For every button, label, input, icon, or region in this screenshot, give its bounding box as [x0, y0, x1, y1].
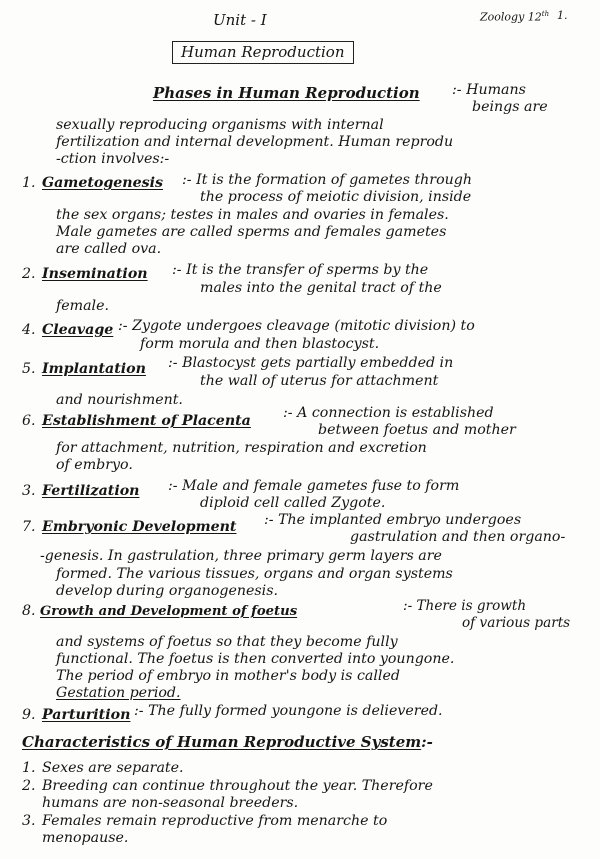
unit-label: Unit - I	[213, 11, 267, 29]
page-title: Human Reproduction	[172, 41, 354, 64]
item-9-term: Parturition	[42, 707, 131, 723]
characteristics-heading: Characteristics of Human Reproductive System	[22, 733, 422, 751]
item-7-line-5: develop during organogenesis.	[56, 583, 278, 599]
item-6-number: 6.	[22, 413, 36, 429]
item-6-line-4: of embryo.	[56, 457, 133, 473]
item-7-term: Embryonic Development	[42, 519, 237, 535]
item-1-line-1: :- It is the formation of gametes through	[182, 172, 472, 188]
item-8-term: Growth and Development of foetus	[40, 604, 298, 619]
item-4-number: 4.	[22, 322, 36, 338]
item-2-line-2: males into the genital tract of the	[200, 280, 442, 296]
item-8-line-2: of various parts	[462, 615, 571, 631]
char-2-line-2: humans are non-seasonal breeders.	[42, 795, 299, 811]
item-5-term: Implantation	[42, 361, 146, 377]
item-1-line-4: Male gametes are called sperms and females gametes	[56, 224, 447, 240]
item-7-number: 7.	[22, 519, 36, 535]
item-3-number: 3.	[22, 483, 36, 499]
item-2-number: 2.	[22, 266, 36, 282]
item-6-term: Establishment of Placenta	[42, 413, 251, 429]
char-1-line-1: Sexes are separate.	[42, 760, 184, 776]
item-8-line-5: The period of embryo in mother's body is called	[56, 668, 400, 684]
item-6-line-1: :- A connection is established	[283, 405, 494, 421]
item-7-line-3: -genesis. In gastrulation, three primary germ layers are	[40, 548, 442, 564]
item-8-number: 8.	[22, 603, 36, 619]
char-3-number: 3.	[22, 813, 36, 829]
item-8-line-6: Gestation period.	[56, 685, 181, 701]
item-7-line-1: :- The implanted embryo undergoes	[264, 512, 522, 528]
item-1-line-5: are called ova.	[56, 241, 162, 257]
item-7-line-4: formed. The various tissues, organs and organ systems	[56, 566, 453, 582]
item-1-term: Gametogenesis	[42, 175, 164, 191]
intro-line-1: :- Humans	[452, 82, 526, 98]
intro-line-2: beings are	[472, 99, 548, 115]
item-3-line-1: :- Male and female gametes fuse to form	[168, 478, 460, 494]
char-1-number: 1.	[22, 760, 36, 776]
item-2-line-1: :- It is the transfer of sperms by the	[172, 262, 429, 278]
phases-heading: Phases in Human Reproduction	[153, 84, 420, 102]
characteristics-heading-suffix: :-	[421, 733, 433, 751]
item-1-number: 1.	[22, 175, 36, 191]
intro-line-4: fertilization and internal development. Human reprodu	[56, 134, 454, 150]
char-2-line-1: Breeding can continue throughout the year. Therefore	[42, 778, 433, 794]
item-9-number: 9.	[22, 707, 36, 723]
characteristics-heading-row	[22, 734, 433, 752]
char-3-line-1: Females remain reproductive from menarche to	[42, 813, 388, 829]
item-3-term: Fertilization	[42, 483, 140, 499]
intro-line-5: -ction involves:-	[56, 151, 170, 167]
item-5-line-1: :- Blastocyst gets partially embedded in	[168, 355, 454, 371]
item-5-line-3: and nourishment.	[56, 392, 183, 408]
item-6-line-3: for attachment, nutrition, respiration and excretion	[56, 440, 427, 456]
item-8-line-4: functional. The foetus is then converted into youngone.	[56, 651, 455, 667]
item-7-line-2: gastrulation and then organo-	[350, 529, 566, 545]
item-3-line-2: diploid cell called Zygote.	[200, 495, 386, 511]
page-number: 1.	[557, 9, 568, 22]
intro-line-3: sexually reproducing organisms with internal	[56, 117, 384, 133]
item-2-line-3: female.	[56, 298, 110, 314]
item-8-line-3: and systems of foetus so that they become fully	[56, 634, 398, 650]
item-1-line-3: the sex organs; testes in males and ovaries in females.	[56, 207, 449, 223]
char-3-line-2: menopause.	[42, 830, 129, 846]
subject-label: Zoology 12th	[480, 10, 550, 24]
item-2-term: Insemination	[42, 266, 148, 282]
item-9-line-1: :- The fully formed youngone is delievered.	[134, 703, 443, 719]
item-5-line-2: the wall of uterus for attachment	[200, 373, 439, 389]
char-2-number: 2.	[22, 778, 36, 794]
item-1-line-2: the process of meiotic division, inside	[200, 189, 472, 205]
item-4-term: Cleavage	[42, 322, 114, 338]
item-8-line-1: :- There is growth	[403, 598, 527, 614]
item-6-line-2: between foetus and mother	[318, 422, 516, 438]
item-4-line-2: form morula and then blastocyst.	[140, 336, 380, 352]
item-4-line-1: :- Zygote undergoes cleavage (mitotic division) to	[118, 318, 475, 334]
item-5-number: 5.	[22, 361, 36, 377]
